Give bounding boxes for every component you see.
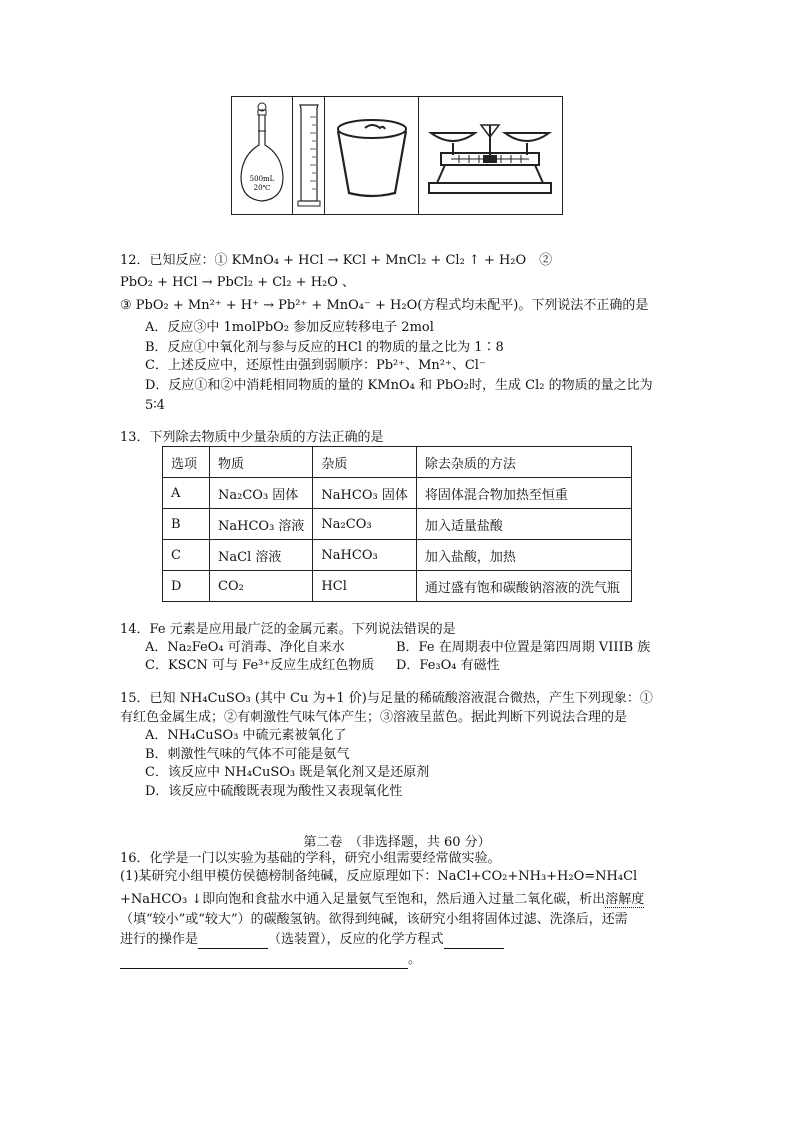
- table-cell: Na₂CO₃ 固体: [210, 478, 313, 509]
- q15-stem-line2: 有红色金属生成；②有刺激性气味气体产生；③溶液呈蓝色。据此判断下列说法合理的是: [120, 710, 628, 725]
- q12-option-d-line2: 5∶4: [145, 398, 165, 413]
- crucible-icon: [325, 97, 419, 214]
- table-cell: 通过盛有饱和碳酸钠溶液的洗气瓶: [416, 571, 631, 602]
- q16-stem-line6: [120, 950, 421, 969]
- q13-stem: 13．下列除去物质中少量杂质的方法正确的是: [120, 430, 384, 445]
- table-row: [163, 540, 632, 571]
- table-cell: HCl: [313, 571, 416, 602]
- q16-line6-end: 。: [408, 952, 422, 967]
- apparatus-figure: [231, 96, 563, 215]
- q16-stem-line5: [120, 930, 504, 949]
- table-cell: 将固体混合物加热至恒重: [416, 478, 631, 509]
- table-cell: C: [163, 540, 210, 571]
- q14-option-c: C．KSCN 可与 Fe³⁺反应生成红色物质: [145, 658, 375, 673]
- table-cell: B: [163, 509, 210, 540]
- table-header-cell: 选项: [163, 447, 210, 478]
- q12-option-d-line1: D．反应①和②中消耗相同物质的量的 KMnO₄ 和 PbO₂时，生成 Cl₂ 的物质的量之比为: [145, 378, 653, 393]
- flask-temp-label: 20℃: [253, 184, 271, 192]
- q14-option-d: D．Fe₃O₄ 有磁性: [396, 658, 500, 673]
- table-header-row: [163, 447, 632, 478]
- q15-stem-line1: 15．已知 NH₄CuSO₃ (其中 Cu 为+1 价)与足量的稀硫酸溶液混合微热，产生下列现象：①: [120, 691, 653, 706]
- q12-stem-line2: PbO₂ + HCl → PbCl₂ + Cl₂ + H₂O 、: [120, 275, 356, 290]
- q15-option-c: C．该反应中 NH₄CuSO₃ 既是氧化剂又是还原剂: [145, 765, 430, 780]
- q13-table: [162, 446, 632, 602]
- section-heading: 第二卷 （非选择题，共 60 分）: [303, 835, 491, 850]
- table-cell: NaCl 溶液: [210, 540, 313, 571]
- answer-blank-equation[interactable]: [444, 934, 504, 949]
- table-cell: NaHCO₃ 固体: [313, 478, 416, 509]
- q16-stem-line4: （填“较小”或“较大”）的碳酸氢钠。欲得到纯碱，该研究小组将固体过滤、洗涤后，还需: [120, 912, 628, 927]
- table-row: [163, 509, 632, 540]
- q16-stem-line2: (1)某研究小组甲模仿侯德榜制备纯碱，反应原理如下：NaCl+CO₂+NH₃+H₂O=NH₄Cl: [120, 869, 638, 884]
- q12-stem-line3: ③ PbO₂ + Mn²⁺ + H⁺ → Pb²⁺ + MnO₄⁻ + H₂O(方程式均未配平)。下列说法不正确的是: [120, 298, 649, 313]
- table-header-cell: 除去杂质的方法: [416, 447, 631, 478]
- volumetric-flask-icon: [232, 97, 293, 214]
- q14-option-b: B．Fe 在周期表中位置是第四周期 VIIIB 族: [396, 640, 651, 655]
- table-cell: CO₂: [210, 571, 313, 602]
- table-cell: A: [163, 478, 210, 509]
- q16-stem-line3: [120, 890, 644, 909]
- q14-option-a: A．Na₂FeO₄ 可消毒、净化自来水: [145, 640, 345, 655]
- table-cell: D: [163, 571, 210, 602]
- balance-icon: [419, 97, 562, 214]
- answer-blank-equation-cont[interactable]: [120, 954, 408, 969]
- q16-line5-text: 进行的操作是: [120, 932, 199, 947]
- table-header-cell: 物质: [210, 447, 313, 478]
- table-row: [163, 571, 632, 602]
- q14-stem: 14．Fe 元素是应用最广泛的金属元素。下列说法错误的是: [120, 622, 456, 637]
- table-cell: NaHCO₃ 溶液: [210, 509, 313, 540]
- q15-option-a: A．NH₄CuSO₃ 中硫元素被氧化了: [145, 728, 347, 743]
- answer-blank-operation[interactable]: [198, 934, 268, 949]
- q16-line5-text2: （选装置），反应的化学方程式: [268, 932, 444, 947]
- graduated-cylinder-icon: [293, 97, 325, 214]
- q15-option-d: D．该反应中硫酸既表现为酸性又表现氧化性: [145, 784, 403, 799]
- table-header-cell: 杂质: [313, 447, 416, 478]
- q16-emphasis-solubility: 溶解度: [605, 892, 645, 907]
- q12-stem-line1: 12．已知反应：① KMnO₄ + HCl → KCl + MnCl₂ + Cl₂ ↑ + H₂O ②: [120, 253, 553, 268]
- flask-volume-label: 500mL: [249, 175, 275, 183]
- table-cell: NaHCO₃: [313, 540, 416, 571]
- q16-line3-text: +NaHCO₃ ↓即向饱和食盐水中通入足量氨气至饱和，然后通入过量二氧化碳，析出: [120, 892, 606, 907]
- q12-option-b: B．反应①中氧化剂与参与反应的HCl 的物质的量之比为 1∶8: [145, 340, 504, 355]
- table-row: [163, 478, 632, 509]
- q15-option-b: B．刺激性气味的气体不可能是氨气: [145, 747, 350, 762]
- q12-option-c: C．上述反应中，还原性由强到弱顺序：Pb²⁺、Mn²⁺、Cl⁻: [145, 358, 486, 373]
- table-cell: 加入盐酸，加热: [416, 540, 631, 571]
- table-cell: 加入适量盐酸: [416, 509, 631, 540]
- table-cell: Na₂CO₃: [313, 509, 416, 540]
- q16-stem-line1: 16．化学是一门以实验为基础的学科，研究小组需要经常做实验。: [120, 851, 501, 866]
- q12-option-a: A．反应③中 1molPbO₂ 参加反应转移电子 2mol: [145, 320, 434, 335]
